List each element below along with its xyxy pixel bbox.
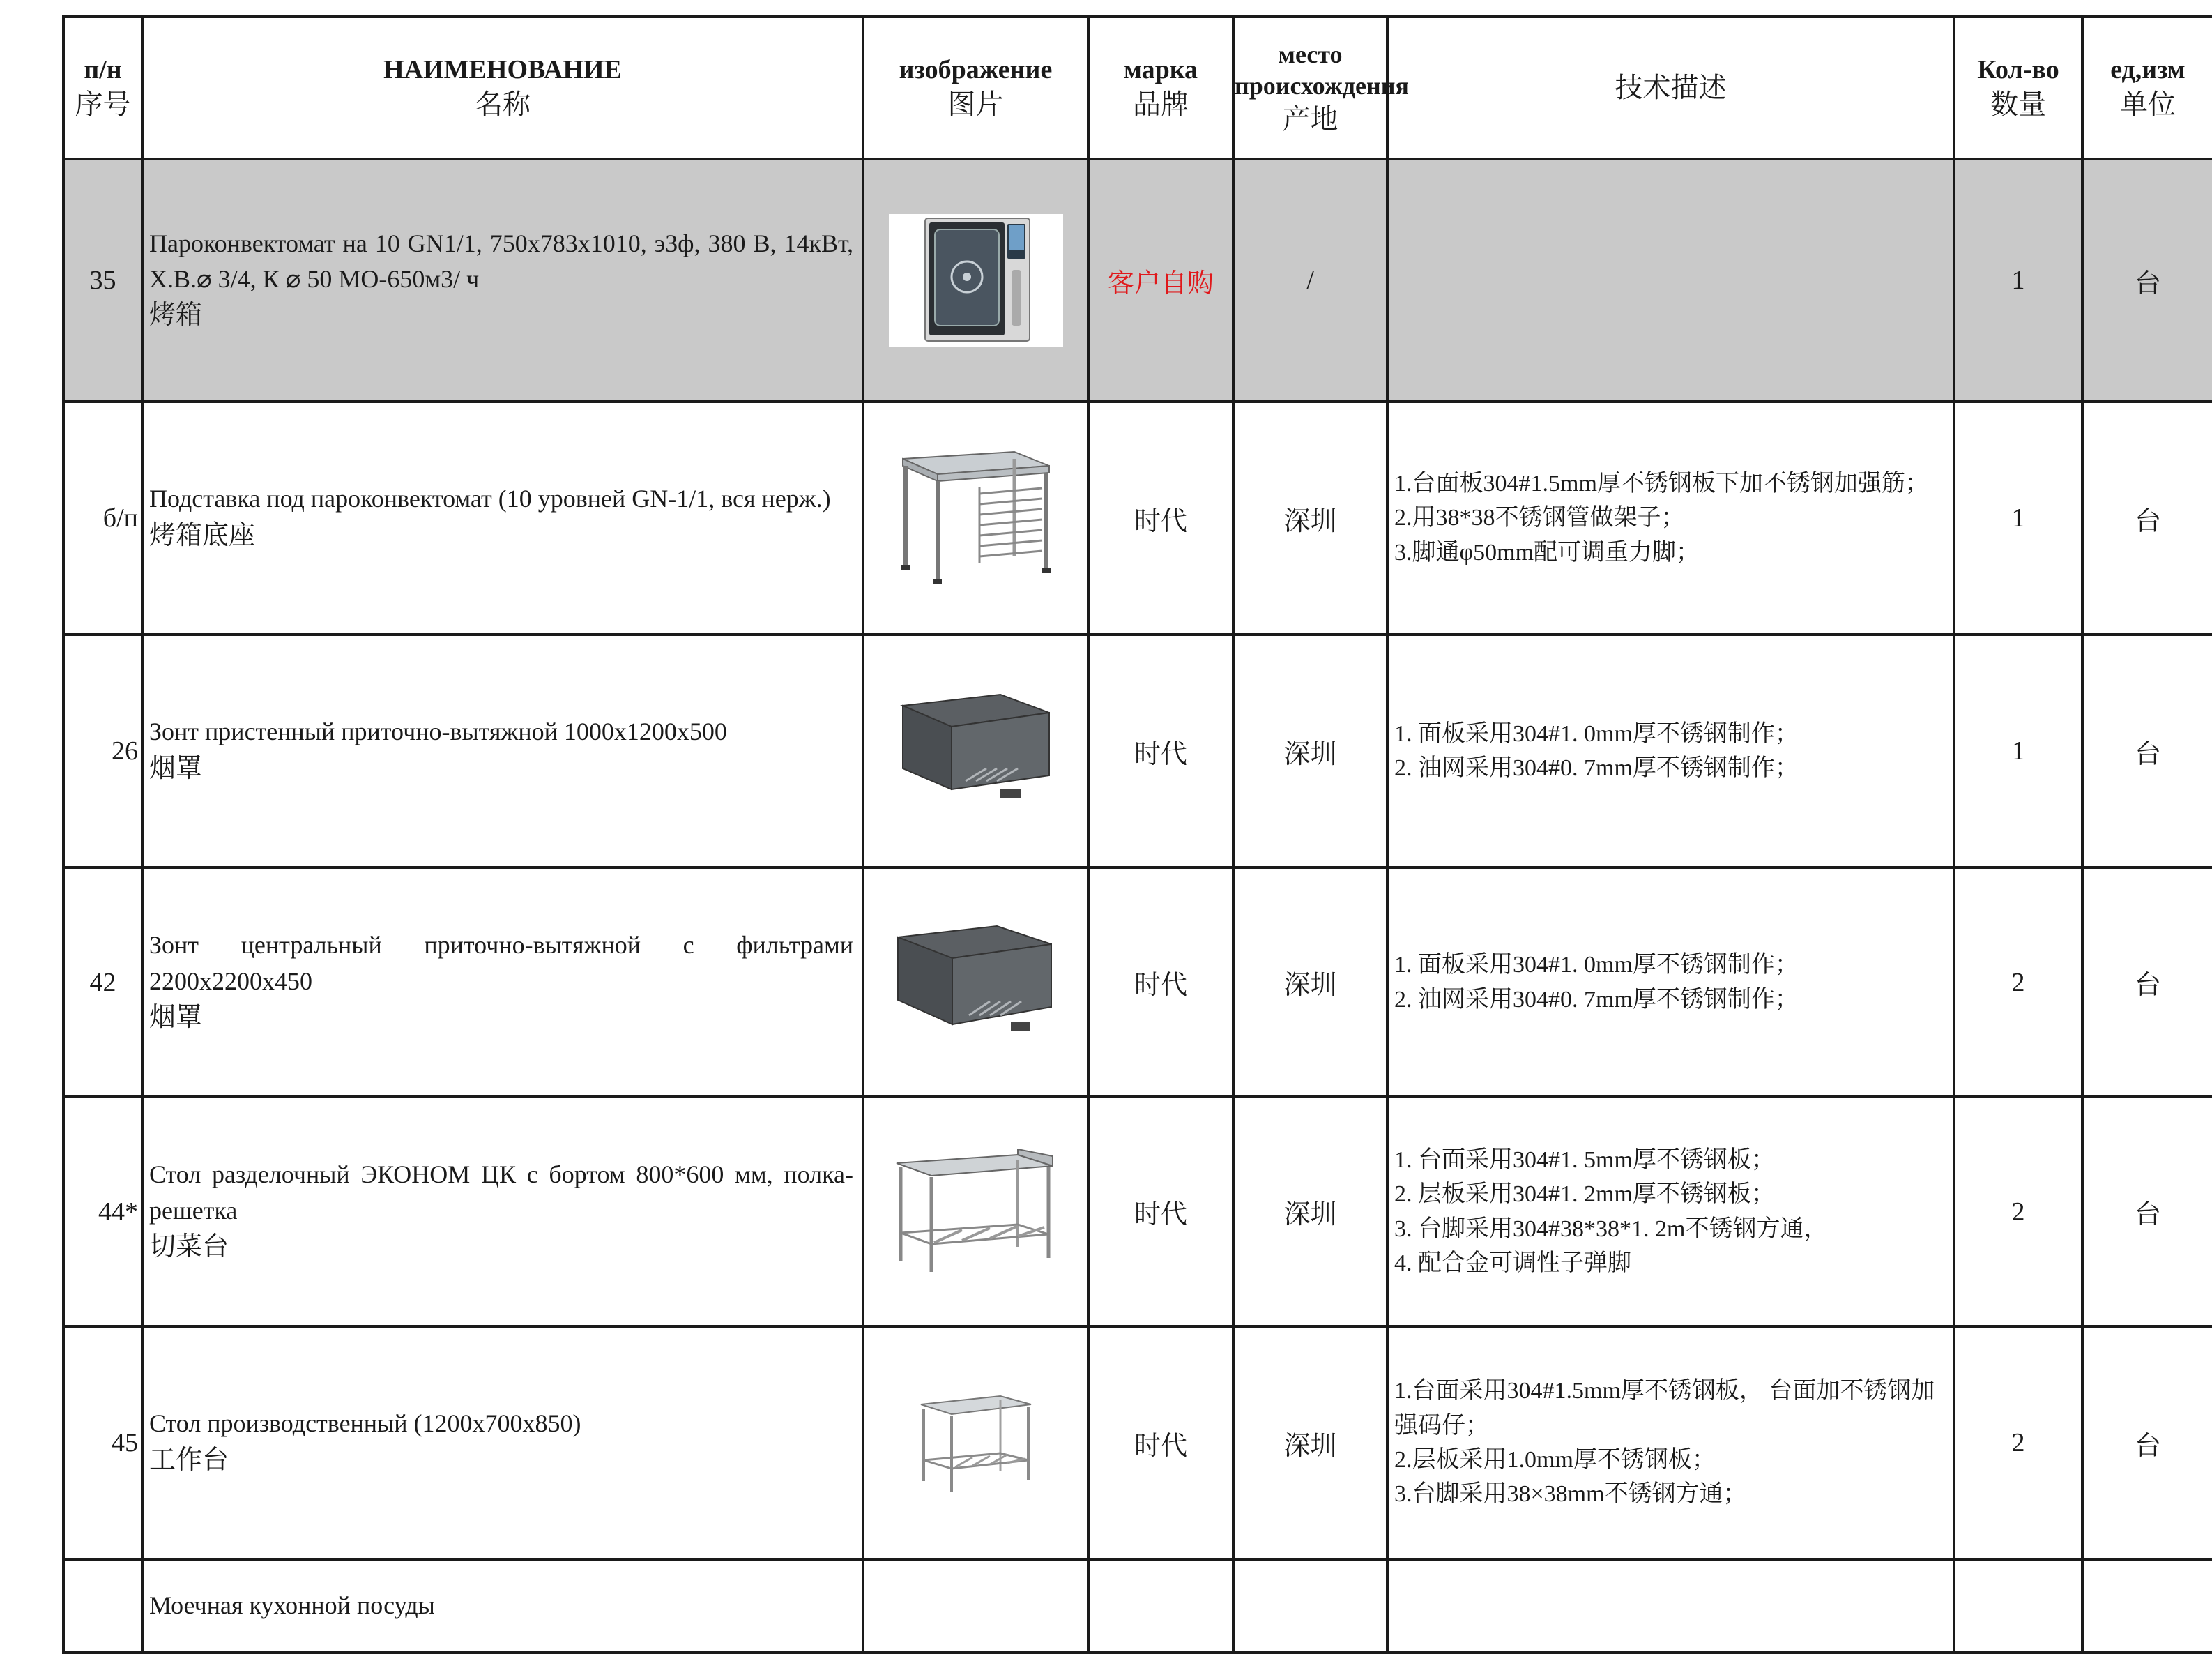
wall-hood-image	[863, 635, 1088, 867]
item-description: 1. 面板采用304#1. 0mm厚不锈钢制作； 2. 油网采用304#0. 7mm厚不锈钢制作；	[1387, 867, 1954, 1097]
cutting-table-image	[863, 1097, 1088, 1326]
header-name: НАИМЕНОВАНИЕ 名称	[142, 17, 863, 159]
combi-oven-image	[863, 159, 1088, 402]
item-origin: 深圳	[1233, 867, 1387, 1097]
item-origin: 深圳	[1233, 635, 1387, 867]
item-origin: 深圳	[1233, 402, 1387, 635]
header-quantity: Кол-во 数量	[1954, 17, 2082, 159]
row-number: 42	[63, 867, 142, 1097]
item-description	[1387, 159, 1954, 402]
item-quantity: 1	[1954, 635, 2082, 867]
table-row	[63, 402, 2212, 635]
item-quantity: 1	[1954, 402, 2082, 635]
item-brand: 时代	[1088, 867, 1233, 1097]
item-description: 1.台面板304#1.5mm厚不锈钢板下加不锈钢加强筋； 2.用38*38不锈钢管做架子； 3.脚通φ50mm配可调重力脚；	[1387, 402, 1954, 635]
row-number: 45	[63, 1326, 142, 1559]
empty-cell	[863, 1559, 1088, 1653]
empty-cell	[1954, 1559, 2082, 1653]
item-name: Подставка под пароконвектомат (10 уровней GN-1/1, вся нерж.) 烤箱底座	[142, 402, 863, 635]
item-brand: 客户自购	[1088, 159, 1233, 402]
item-description: 1.台面采用304#1.5mm厚不锈钢板， 台面加不锈钢加强码仔； 2.层板采用1.0mm厚不锈钢板； 3.台脚采用38×38mm不锈钢方通；	[1387, 1326, 1954, 1559]
item-unit: 台	[2082, 159, 2212, 402]
item-name: Зонт пристенный приточно-вытяжной 1000x1200x500 烟罩	[142, 635, 863, 867]
header-unit: ед,изм 单位	[2082, 17, 2212, 159]
table-row	[63, 867, 2212, 1097]
header-description: 技术描述	[1387, 17, 1954, 159]
empty-cell	[1088, 1559, 1233, 1653]
item-name: Стол производственный (1200x700x850) 工作台	[142, 1326, 863, 1559]
header-no: п/н 序号	[63, 17, 142, 159]
table-row	[63, 159, 2212, 402]
item-origin: 深圳	[1233, 1097, 1387, 1326]
table-header-row	[63, 17, 2212, 159]
item-unit: 台	[2082, 635, 2212, 867]
item-brand: 时代	[1088, 402, 1233, 635]
table-row	[63, 1559, 2212, 1653]
item-origin: 深圳	[1233, 1326, 1387, 1559]
empty-cell	[1387, 1559, 1954, 1653]
item-name: Стол разделочный ЭКОНОМ ЦК с бортом 800*600 мм, полка-решетка 切菜台	[142, 1097, 863, 1326]
row-number: 26	[63, 635, 142, 867]
item-description: 1. 面板采用304#1. 0mm厚不锈钢制作； 2. 油网采用304#0. 7mm厚不锈钢制作；	[1387, 635, 1954, 867]
item-name: Пароконвектомат на 10 GN1/1, 750x783x1010, э3ф, 380 В, 14кВт, Х.В.⌀ 3/4, К ⌀ 50 МО-650м3/ ч 烤箱	[142, 159, 863, 402]
equipment-spec-table	[62, 15, 2212, 1654]
central-hood-image	[863, 867, 1088, 1097]
section-label: Моечная кухонной посуды	[142, 1559, 863, 1653]
row-number: 44*	[63, 1097, 142, 1326]
item-unit: 台	[2082, 1097, 2212, 1326]
table-row	[63, 1097, 2212, 1326]
table-row	[63, 635, 2212, 867]
item-origin: /	[1233, 159, 1387, 402]
empty-cell	[2082, 1559, 2212, 1653]
item-quantity: 2	[1954, 867, 2082, 1097]
header-brand: марка 品牌	[1088, 17, 1233, 159]
header-image: изображение 图片	[863, 17, 1088, 159]
item-unit: 台	[2082, 867, 2212, 1097]
oven-stand-image	[863, 402, 1088, 635]
table-row	[63, 1326, 2212, 1559]
row-number: 35	[63, 159, 142, 402]
item-unit: 台	[2082, 1326, 2212, 1559]
item-unit: 台	[2082, 402, 2212, 635]
empty-cell	[1233, 1559, 1387, 1653]
item-quantity: 2	[1954, 1326, 2082, 1559]
item-description: 1. 台面采用304#1. 5mm厚不锈钢板； 2. 层板采用304#1. 2mm厚不锈钢板； 3. 台脚采用304#38*38*1. 2m不锈钢方通， 4. 配合金可调性子弹脚	[1387, 1097, 1954, 1326]
row-number: б/п	[63, 402, 142, 635]
header-origin: место происхождения 产地	[1233, 17, 1387, 159]
item-quantity: 2	[1954, 1097, 2082, 1326]
item-brand: 时代	[1088, 635, 1233, 867]
item-brand: 时代	[1088, 1097, 1233, 1326]
item-brand: 时代	[1088, 1326, 1233, 1559]
work-table-image	[863, 1326, 1088, 1559]
item-name: Зонт центральный приточно-вытяжной с фильтрами 2200x2200x450 烟罩	[142, 867, 863, 1097]
row-number	[63, 1559, 142, 1653]
item-quantity: 1	[1954, 159, 2082, 402]
